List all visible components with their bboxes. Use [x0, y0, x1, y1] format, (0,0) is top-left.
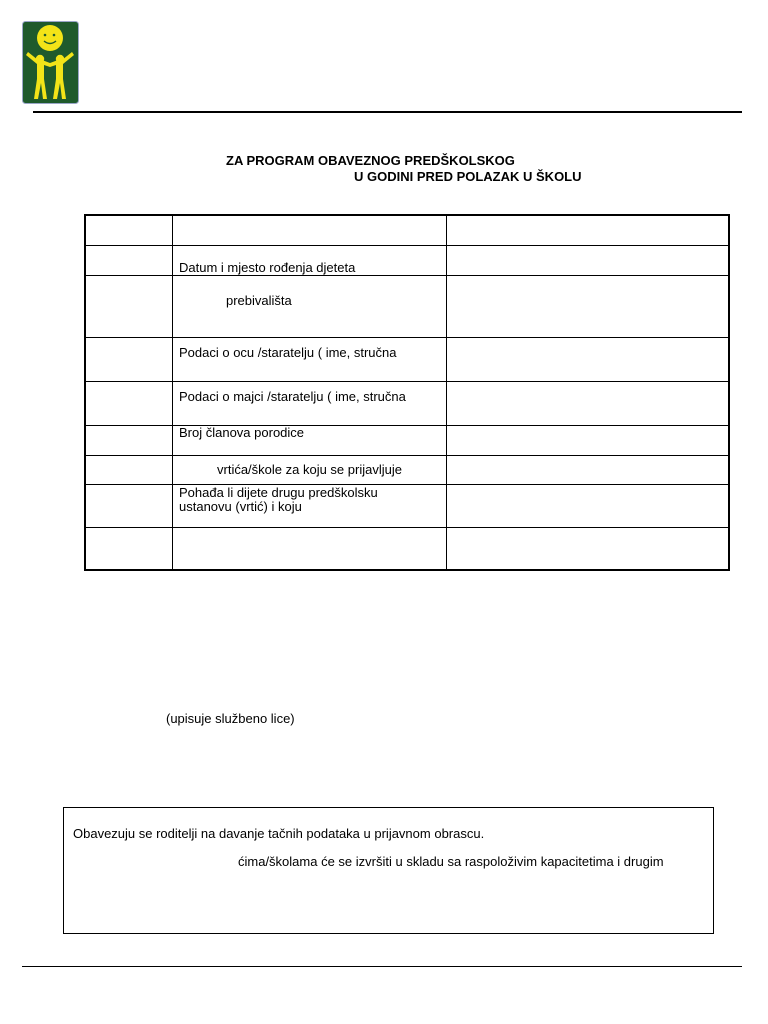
answer-field-birth-date-place[interactable] — [448, 247, 728, 274]
answer-field-mother-info[interactable] — [448, 383, 728, 424]
answer-field-family-members[interactable] — [448, 427, 728, 454]
field-label-mother-info: Podaci o majci /staratelju ( ime, stručna — [179, 389, 406, 404]
answer-field-kindergarten-school[interactable] — [448, 457, 728, 483]
table-row-divider — [86, 455, 728, 456]
header-rule — [33, 111, 742, 113]
table-row-divider — [86, 337, 728, 338]
table-row-divider — [86, 275, 728, 276]
table-row-divider — [86, 381, 728, 382]
organization-logo — [22, 21, 79, 104]
form-title-line-1: ZA PROGRAM OBAVEZNOG PREDŠKOLSKOG — [226, 153, 515, 168]
field-label-birth-date-place: Datum i mjesto rođenja djeteta — [179, 260, 356, 275]
answer-field-residence[interactable] — [448, 277, 728, 336]
table-row-divider — [86, 527, 728, 528]
table-column-divider — [446, 216, 447, 569]
notice-line-1: Obavezuju se roditelji na davanje tačnih podataka u prijavnom obrascu. — [73, 826, 485, 841]
table-column-divider — [172, 216, 173, 569]
application-form-table — [84, 214, 730, 571]
footer-rule — [22, 966, 742, 967]
parent-obligation-notice — [63, 807, 714, 934]
field-label-family-members: Broj članova porodice — [179, 425, 305, 440]
answer-field-other-preschool[interactable] — [448, 486, 728, 526]
official-use-note: (upisuje službeno lice) — [166, 711, 295, 726]
field-label-residence: prebivališta — [226, 293, 292, 308]
sun-and-children-logo-icon — [22, 21, 79, 104]
field-label-other-preschool-cont: ustanovu (vrtić) i koju — [179, 499, 302, 514]
table-row-divider — [86, 245, 728, 246]
form-title-line-2: U GODINI PRED POLAZAK U ŠKOLU — [354, 169, 582, 184]
notice-line-2: ćima/školama će se izvršiti u skladu sa raspoloživim kapacitetima i drugim — [238, 854, 664, 869]
field-label-kindergarten-school: vrtića/škole za koju se prijavljuje — [217, 462, 402, 477]
field-label-father-info: Podaci o ocu /staratelju ( ime, stručna — [179, 345, 397, 360]
field-label-other-preschool: Pohađa li dijete drugu predškolsku — [179, 485, 378, 500]
answer-field-father-info[interactable] — [448, 339, 728, 380]
